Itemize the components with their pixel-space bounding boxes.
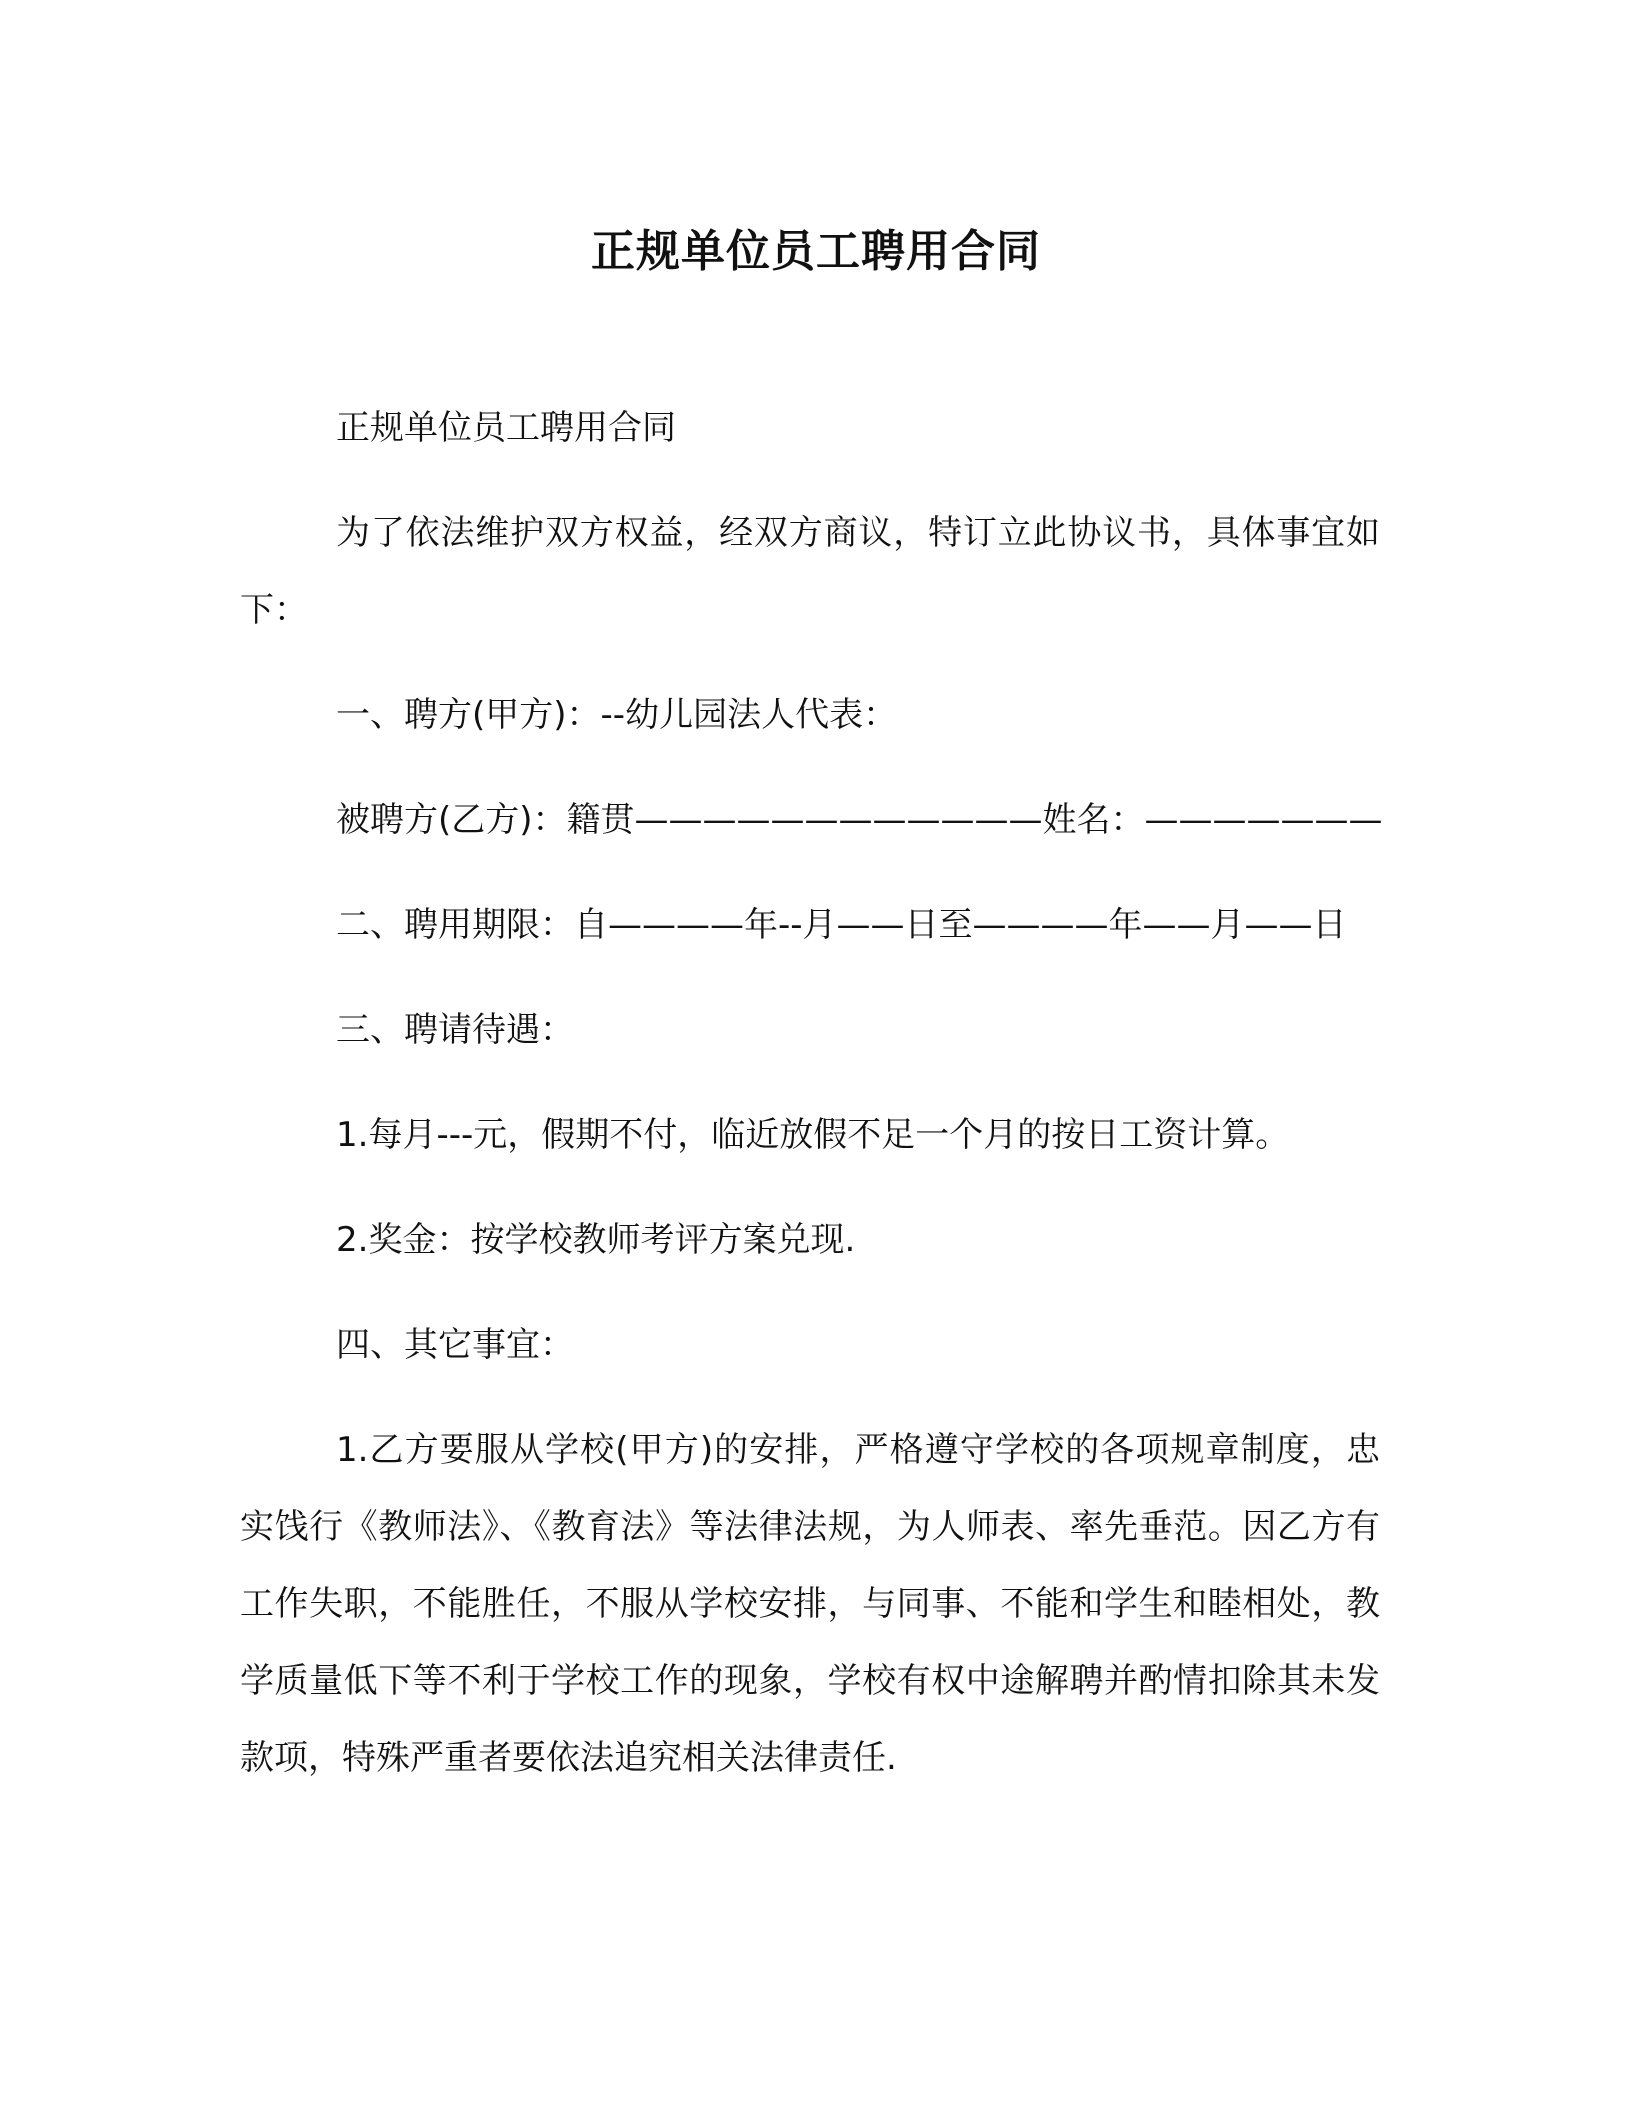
paragraph-party-b: 被聘方(乙方)：籍贯————————————姓名：——————— bbox=[336, 800, 1383, 840]
paragraph-preamble: 为了依法维护双方权益，经双方商议，特订立此协议书，具体事宜如下： bbox=[240, 513, 1380, 630]
paragraph-salary: 1.每月---元，假期不付，临近放假不足一个月的按日工资计算。 bbox=[336, 1115, 1290, 1155]
document-title: 正规单位员工聘用合同 bbox=[591, 226, 1041, 277]
paragraph-treatment-heading: 三、聘请待遇： bbox=[336, 1010, 574, 1050]
paragraph-other-heading: 四、其它事宜： bbox=[336, 1325, 574, 1365]
paragraph-bonus: 2.奖金：按学校教师考评方案兑现. bbox=[336, 1220, 856, 1260]
paragraph-party-a: 一、聘方(甲方)：--幼儿园法人代表： bbox=[336, 695, 898, 735]
paragraph-term: 二、聘用期限：自————年--月——日至————年——月——日 bbox=[336, 905, 1347, 945]
paragraph-subtitle: 正规单位员工聘用合同 bbox=[336, 408, 676, 448]
document-body bbox=[240, 390, 1383, 1825]
paragraph-obligations: 1.乙方要服从学校(甲方)的安排，严格遵守学校的各项规章制度，忠实饯行《教师法》、《教育法》等法律法规，为人师表、率先垂范。因乙方有工作失职，不能胜任，不服从学校安排，与同事、不能和学生和睦相处，教学质量低下等不利于学校工作的现象，学校有权中途解聘并酌情扣除其未发款项，特殊严重者要依法追究相关法律责任. bbox=[240, 1430, 1380, 1778]
